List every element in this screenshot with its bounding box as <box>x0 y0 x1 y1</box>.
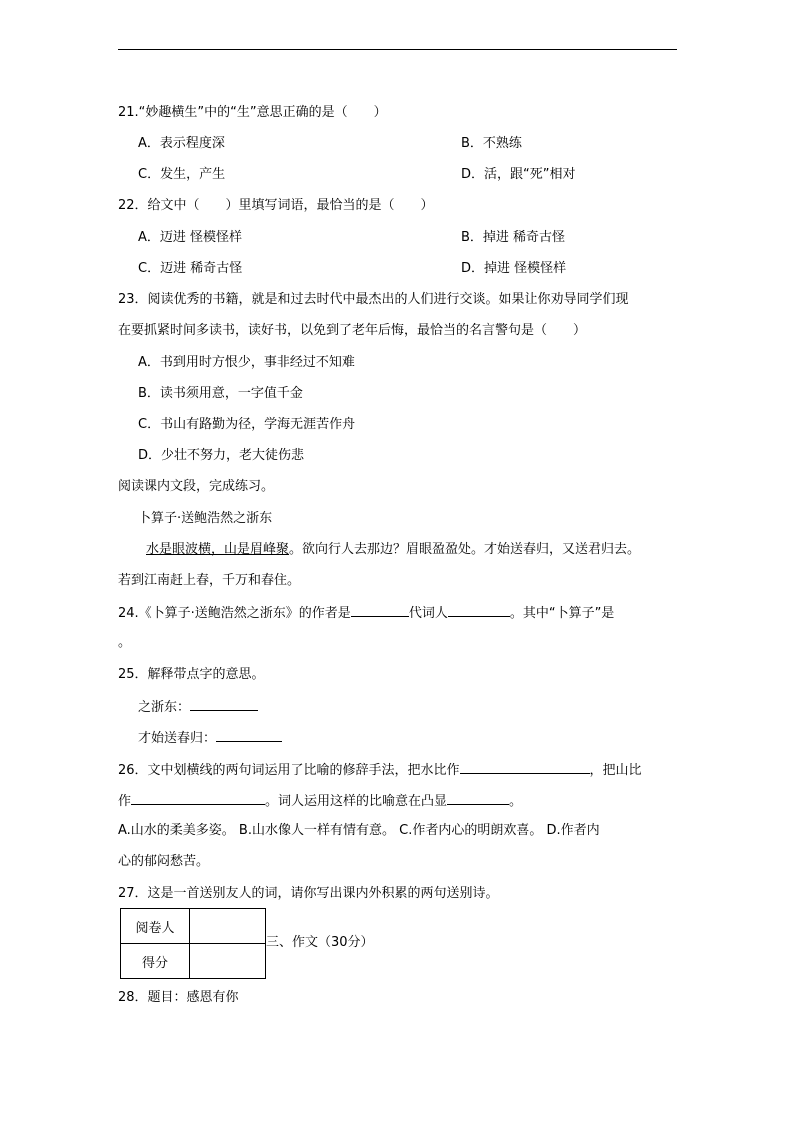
q25-item1-line <box>138 698 258 716</box>
q24-blank-dynasty[interactable] <box>351 604 409 617</box>
poem-line-1 <box>146 542 640 558</box>
score-table <box>120 908 266 979</box>
q25-item1: 之浙东： <box>138 700 191 715</box>
q26-blank-meaning[interactable] <box>447 792 509 805</box>
q25-item2: 才始送春归： <box>138 731 217 746</box>
q24-line <box>118 604 614 622</box>
q22-option-d: D．掉进 怪模怪样 <box>461 261 567 276</box>
q22-option-b: B．掉进 稀奇古怪 <box>461 230 566 245</box>
poem-line-2: 若到江南赶上春，千万和春住。 <box>118 573 301 588</box>
q24-part3: 。其中“卜算子”是 <box>509 606 615 621</box>
q23-stem-line2: 在要抓紧时间多读书，读好书，以免到了老年后悔，最恰当的名言警句是（ ） <box>118 323 587 338</box>
q25-stem: 25．解释带点字的意思。 <box>118 667 265 682</box>
q25-item2-line <box>138 729 282 747</box>
q26-part2: ，把山比 <box>589 763 642 778</box>
q21-option-b: B．不熟练 <box>461 136 522 151</box>
header-rule <box>118 49 677 50</box>
q23-option-d: D．少壮不努力，老大徒伤悲 <box>138 448 305 463</box>
q22-option-a: A．迈进 怪模怪样 <box>138 230 243 245</box>
q23-option-b: B．读书须用意，一字值千金 <box>138 386 303 401</box>
q21-stem: 21.“妙趣横生”中的“生”意思正确的是（ ） <box>118 105 387 120</box>
q21-option-a: A．表示程度深 <box>138 136 225 151</box>
q21-option-c: C．发生，产生 <box>138 167 226 182</box>
poem-title: 卜算子·送鲍浩然之浙东 <box>138 511 273 526</box>
reviewer-label: 阅卷人 <box>121 909 190 944</box>
q23-stem-line1: 23．阅读优秀的书籍，就是和过去时代中最杰出的人们进行交谈。如果让你劝导同学们现 <box>118 292 629 307</box>
q23-option-c: C．书山有路勤为径，学海无涯苦作舟 <box>138 417 356 432</box>
q25-blank-1[interactable] <box>190 698 258 711</box>
q26-part3: 作 <box>118 794 132 809</box>
q26-part5: 。 <box>509 794 523 809</box>
reading-intro: 阅读课内文段，完成练习。 <box>118 479 275 494</box>
q26-options-line1: A.山水的柔美多姿。 B.山水像人一样有情有意。 C.作者内心的明朗欢喜。 D.作者内 <box>118 823 600 838</box>
q24-part1: 24.《卜算子·送鲍浩然之浙东》的作者是 <box>118 606 351 621</box>
q22-option-c: C．迈进 稀奇古怪 <box>138 261 243 276</box>
reviewer-cell[interactable] <box>190 909 266 944</box>
section-3-heading: 三、作文（30分） <box>266 935 374 950</box>
score-cell[interactable] <box>190 944 266 979</box>
q26-part1: 26．文中划横线的两句词运用了比喻的修辞手法，把水比作 <box>118 763 460 778</box>
poem-line-1-rest: 。欲向行人去那边？眉眼盈盈处。才始送春归，又送君归去。 <box>289 542 641 557</box>
q26-blank-water[interactable] <box>460 761 590 774</box>
q23-option-a: A．书到用时方恨少，事非经过不知难 <box>138 355 355 370</box>
q22-stem: 22．给文中（ ）里填写词语，最恰当的是（ ） <box>118 198 434 213</box>
q27-stem: 27．这是一首送别友人的词，请你写出课内外积累的两句送别诗。 <box>118 886 499 901</box>
poem-underlined-phrase: 水是眼波横，山是眉峰聚 <box>146 542 290 557</box>
score-label: 得分 <box>121 944 190 979</box>
q24-part2: 代词人 <box>408 606 448 621</box>
q25-blank-2[interactable] <box>216 729 282 742</box>
q26-line2 <box>118 792 522 810</box>
q24-blank-author[interactable] <box>448 604 510 617</box>
q24-part4: 。 <box>118 635 132 650</box>
q26-blank-mountain[interactable] <box>131 792 265 805</box>
q21-option-d: D．活，跟“死”相对 <box>461 167 576 182</box>
q26-line1 <box>118 761 642 779</box>
q26-options-line2: 心的郁闷愁苦。 <box>118 854 210 869</box>
q28-title: 28．题目：感恩有你 <box>118 990 239 1005</box>
q26-part4: 。词人运用这样的比喻意在凸显 <box>265 794 448 809</box>
